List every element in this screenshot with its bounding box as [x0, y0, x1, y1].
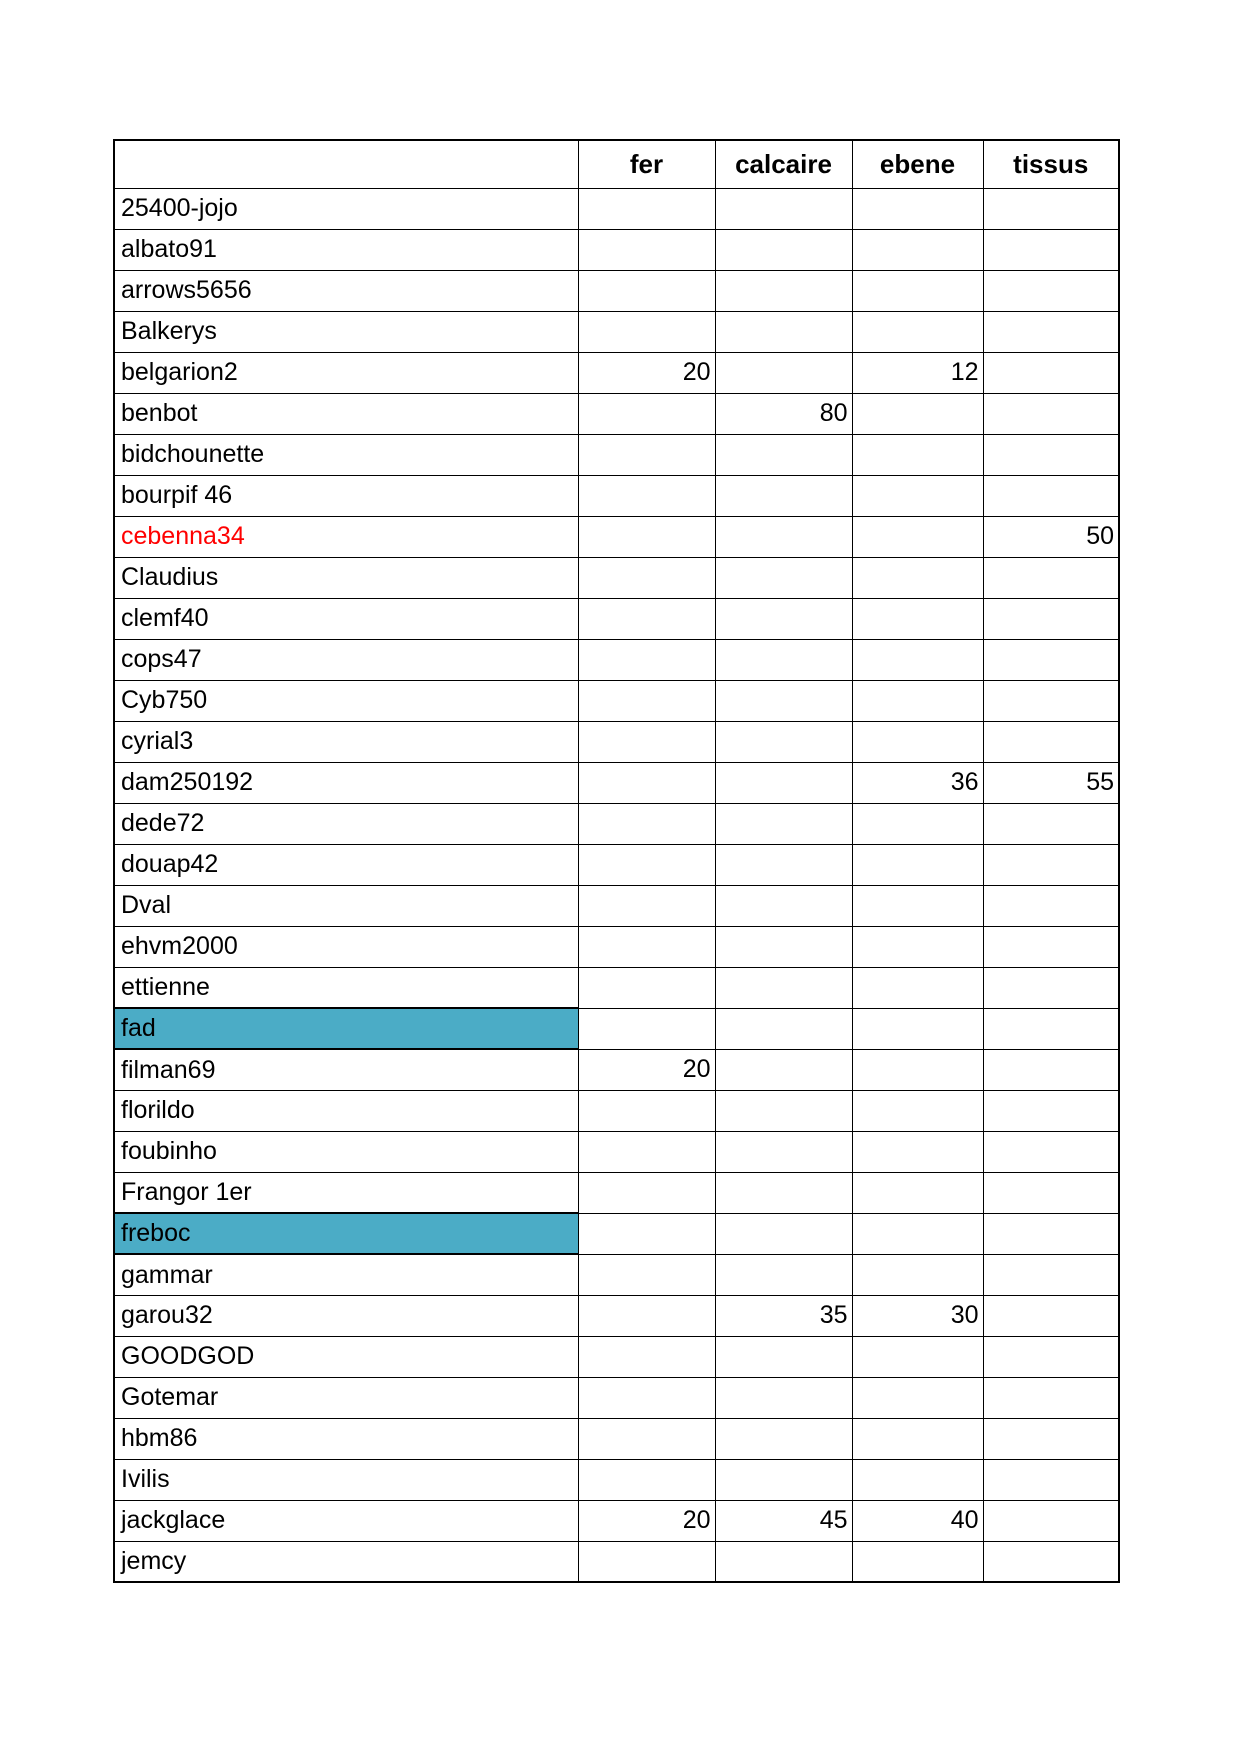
cell-player-name[interactable]: Claudius	[114, 557, 578, 598]
table-row	[114, 1172, 1119, 1213]
cell-fer[interactable]	[578, 229, 715, 270]
cell-player-name[interactable]: cebenna34	[114, 516, 578, 557]
cell-fer[interactable]	[578, 1295, 715, 1336]
table-row	[114, 926, 1119, 967]
table-row	[114, 1254, 1119, 1295]
cell-tissus[interactable]	[983, 680, 1119, 721]
cell-tissus[interactable]	[983, 721, 1119, 762]
cell-calcaire[interactable]	[715, 229, 852, 270]
cell-tissus[interactable]: 50	[983, 516, 1119, 557]
cell-ebene[interactable]	[852, 721, 983, 762]
cell-player-name[interactable]: jackglace	[114, 1500, 578, 1541]
cell-player-name[interactable]: Cyb750	[114, 680, 578, 721]
cell-ebene[interactable]	[852, 229, 983, 270]
cell-tissus[interactable]	[983, 475, 1119, 516]
cell-fer[interactable]	[578, 680, 715, 721]
cell-tissus[interactable]	[983, 1008, 1119, 1049]
cell-calcaire[interactable]	[715, 1336, 852, 1377]
cell-tissus[interactable]	[983, 1541, 1119, 1582]
cell-fer[interactable]	[578, 1213, 715, 1254]
cell-ebene[interactable]	[852, 1172, 983, 1213]
cell-tissus[interactable]	[983, 1131, 1119, 1172]
cell-fer[interactable]	[578, 1418, 715, 1459]
cell-player-name[interactable]: douap42	[114, 844, 578, 885]
table-row	[114, 311, 1119, 352]
cell-ebene[interactable]	[852, 1459, 983, 1500]
cell-tissus[interactable]	[983, 1377, 1119, 1418]
table-row	[114, 1541, 1119, 1582]
cell-tissus[interactable]	[983, 1213, 1119, 1254]
cell-calcaire[interactable]	[715, 967, 852, 1008]
cell-ebene[interactable]	[852, 680, 983, 721]
column-header-tissus: tissus	[983, 140, 1119, 188]
cell-ebene[interactable]	[852, 967, 983, 1008]
cell-player-name[interactable]: cops47	[114, 639, 578, 680]
table-row	[114, 270, 1119, 311]
cell-calcaire[interactable]	[715, 1090, 852, 1131]
table-row	[114, 557, 1119, 598]
table-row	[114, 1131, 1119, 1172]
cell-ebene[interactable]	[852, 885, 983, 926]
cell-calcaire[interactable]	[715, 1459, 852, 1500]
cell-tissus[interactable]	[983, 393, 1119, 434]
cell-calcaire[interactable]	[715, 557, 852, 598]
cell-calcaire[interactable]	[715, 475, 852, 516]
cell-ebene[interactable]	[852, 434, 983, 475]
table-row	[114, 680, 1119, 721]
cell-calcaire[interactable]	[715, 762, 852, 803]
cell-calcaire[interactable]	[715, 926, 852, 967]
cell-tissus[interactable]	[983, 967, 1119, 1008]
cell-tissus[interactable]	[983, 926, 1119, 967]
cell-ebene[interactable]	[852, 598, 983, 639]
cell-tissus[interactable]	[983, 1459, 1119, 1500]
cell-fer[interactable]	[578, 598, 715, 639]
table-row	[114, 803, 1119, 844]
table-row	[114, 1008, 1119, 1049]
table-row	[114, 1500, 1119, 1541]
cell-tissus[interactable]	[983, 844, 1119, 885]
table-row	[114, 1336, 1119, 1377]
cell-player-name[interactable]: cyrial3	[114, 721, 578, 762]
cell-ebene[interactable]	[852, 1418, 983, 1459]
cell-tissus[interactable]	[983, 434, 1119, 475]
cell-fer[interactable]	[578, 557, 715, 598]
cell-calcaire[interactable]	[715, 639, 852, 680]
cell-calcaire[interactable]	[715, 803, 852, 844]
cell-fer[interactable]	[578, 1377, 715, 1418]
cell-player-name[interactable]: 25400-jojo	[114, 188, 578, 229]
resources-table	[113, 139, 1120, 1583]
cell-calcaire[interactable]	[715, 1008, 852, 1049]
cell-fer[interactable]	[578, 434, 715, 475]
cell-player-name[interactable]: gammar	[114, 1254, 578, 1295]
cell-player-name[interactable]: garou32	[114, 1295, 578, 1336]
column-header-calcaire: calcaire	[715, 140, 852, 188]
cell-tissus[interactable]	[983, 1295, 1119, 1336]
cell-calcaire[interactable]	[715, 270, 852, 311]
column-header-fer: fer	[578, 140, 715, 188]
table-row	[114, 188, 1119, 229]
cell-fer[interactable]	[578, 188, 715, 229]
cell-player-name[interactable]: dede72	[114, 803, 578, 844]
cell-fer[interactable]	[578, 885, 715, 926]
cell-calcaire[interactable]	[715, 598, 852, 639]
cell-ebene[interactable]	[852, 926, 983, 967]
cell-player-name[interactable]: fad	[114, 1008, 578, 1049]
cell-ebene[interactable]	[852, 1213, 983, 1254]
cell-ebene[interactable]	[852, 516, 983, 557]
cell-ebene[interactable]	[852, 1008, 983, 1049]
cell-player-name[interactable]: arrows5656	[114, 270, 578, 311]
cell-ebene[interactable]	[852, 844, 983, 885]
cell-player-name[interactable]: GOODGOD	[114, 1336, 578, 1377]
cell-calcaire[interactable]	[715, 1418, 852, 1459]
cell-player-name[interactable]: clemf40	[114, 598, 578, 639]
cell-ebene[interactable]	[852, 475, 983, 516]
cell-calcaire[interactable]	[715, 885, 852, 926]
cell-calcaire[interactable]	[715, 1213, 852, 1254]
cell-calcaire[interactable]	[715, 1254, 852, 1295]
cell-ebene[interactable]: 40	[852, 1500, 983, 1541]
table-row	[114, 1049, 1119, 1090]
cell-player-name[interactable]: filman69	[114, 1049, 578, 1090]
cell-ebene[interactable]	[852, 1541, 983, 1582]
cell-ebene[interactable]	[852, 311, 983, 352]
table-row	[114, 516, 1119, 557]
table-row	[114, 1459, 1119, 1500]
table-row	[114, 1295, 1119, 1336]
cell-calcaire[interactable]	[715, 434, 852, 475]
cell-ebene[interactable]	[852, 270, 983, 311]
cell-tissus[interactable]	[983, 1500, 1119, 1541]
cell-tissus[interactable]	[983, 1254, 1119, 1295]
cell-ebene[interactable]	[852, 393, 983, 434]
table-header-row	[114, 140, 1119, 188]
cell-player-name[interactable]: bidchounette	[114, 434, 578, 475]
cell-player-name[interactable]: dam250192	[114, 762, 578, 803]
table-row	[114, 1213, 1119, 1254]
cell-player-name[interactable]: belgarion2	[114, 352, 578, 393]
table-row	[114, 352, 1119, 393]
cell-fer[interactable]	[578, 639, 715, 680]
table-row	[114, 762, 1119, 803]
cell-fer[interactable]: 20	[578, 352, 715, 393]
cell-calcaire[interactable]	[715, 516, 852, 557]
cell-player-name[interactable]: Ivilis	[114, 1459, 578, 1500]
cell-ebene[interactable]	[852, 1049, 983, 1090]
cell-tissus[interactable]	[983, 270, 1119, 311]
cell-fer[interactable]: 20	[578, 1049, 715, 1090]
cell-ebene[interactable]	[852, 1336, 983, 1377]
cell-player-name[interactable]: freboc	[114, 1213, 578, 1254]
cell-fer[interactable]	[578, 311, 715, 352]
cell-tissus[interactable]	[983, 1049, 1119, 1090]
cell-tissus[interactable]: 55	[983, 762, 1119, 803]
cell-tissus[interactable]	[983, 352, 1119, 393]
table-body	[114, 188, 1119, 1582]
table-row	[114, 475, 1119, 516]
cell-fer[interactable]	[578, 1131, 715, 1172]
cell-ebene[interactable]: 30	[852, 1295, 983, 1336]
cell-calcaire[interactable]	[715, 311, 852, 352]
cell-fer[interactable]	[578, 762, 715, 803]
table-header	[114, 140, 1119, 188]
cell-tissus[interactable]	[983, 598, 1119, 639]
cell-fer[interactable]: 20	[578, 1500, 715, 1541]
cell-player-name[interactable]: Balkerys	[114, 311, 578, 352]
cell-player-name[interactable]: bourpif 46	[114, 475, 578, 516]
cell-ebene[interactable]: 36	[852, 762, 983, 803]
cell-fer[interactable]	[578, 844, 715, 885]
cell-calcaire[interactable]	[715, 352, 852, 393]
table-row	[114, 598, 1119, 639]
cell-tissus[interactable]	[983, 803, 1119, 844]
table-row	[114, 885, 1119, 926]
cell-player-name[interactable]: ehvm2000	[114, 926, 578, 967]
cell-calcaire[interactable]: 80	[715, 393, 852, 434]
cell-fer[interactable]	[578, 1172, 715, 1213]
cell-fer[interactable]	[578, 516, 715, 557]
table-row	[114, 1418, 1119, 1459]
table-row	[114, 844, 1119, 885]
cell-player-name[interactable]: benbot	[114, 393, 578, 434]
cell-fer[interactable]	[578, 1541, 715, 1582]
table-row	[114, 1090, 1119, 1131]
cell-player-name[interactable]: ettienne	[114, 967, 578, 1008]
cell-fer[interactable]	[578, 270, 715, 311]
cell-ebene[interactable]	[852, 639, 983, 680]
cell-calcaire[interactable]	[715, 721, 852, 762]
cell-tissus[interactable]	[983, 557, 1119, 598]
cell-calcaire[interactable]	[715, 844, 852, 885]
cell-player-name[interactable]: foubinho	[114, 1131, 578, 1172]
column-header-name	[114, 140, 578, 188]
cell-tissus[interactable]	[983, 1090, 1119, 1131]
cell-ebene[interactable]	[852, 1090, 983, 1131]
cell-tissus[interactable]	[983, 1172, 1119, 1213]
cell-calcaire[interactable]	[715, 1131, 852, 1172]
cell-player-name[interactable]: albato91	[114, 229, 578, 270]
cell-fer[interactable]	[578, 475, 715, 516]
cell-fer[interactable]	[578, 1254, 715, 1295]
cell-fer[interactable]	[578, 1090, 715, 1131]
cell-calcaire[interactable]	[715, 1172, 852, 1213]
cell-calcaire[interactable]	[715, 1049, 852, 1090]
cell-tissus[interactable]	[983, 639, 1119, 680]
cell-calcaire[interactable]	[715, 1541, 852, 1582]
cell-calcaire[interactable]: 45	[715, 1500, 852, 1541]
cell-player-name[interactable]: Dval	[114, 885, 578, 926]
cell-player-name[interactable]: Gotemar	[114, 1377, 578, 1418]
cell-fer[interactable]	[578, 1336, 715, 1377]
cell-tissus[interactable]	[983, 1336, 1119, 1377]
cell-fer[interactable]	[578, 926, 715, 967]
cell-fer[interactable]	[578, 721, 715, 762]
cell-ebene[interactable]	[852, 557, 983, 598]
cell-fer[interactable]	[578, 803, 715, 844]
table-row	[114, 393, 1119, 434]
table-row	[114, 229, 1119, 270]
cell-ebene[interactable]	[852, 1377, 983, 1418]
cell-ebene[interactable]	[852, 1254, 983, 1295]
cell-tissus[interactable]	[983, 1418, 1119, 1459]
cell-calcaire[interactable]	[715, 1377, 852, 1418]
table-row	[114, 1377, 1119, 1418]
cell-player-name[interactable]: florildo	[114, 1090, 578, 1131]
cell-fer[interactable]	[578, 967, 715, 1008]
cell-tissus[interactable]	[983, 188, 1119, 229]
cell-calcaire[interactable]	[715, 188, 852, 229]
cell-player-name[interactable]: Frangor 1er	[114, 1172, 578, 1213]
table-row	[114, 434, 1119, 475]
cell-ebene[interactable]	[852, 188, 983, 229]
cell-fer[interactable]	[578, 1008, 715, 1049]
cell-player-name[interactable]: jemcy	[114, 1541, 578, 1582]
column-header-ebene: ebene	[852, 140, 983, 188]
cell-fer[interactable]	[578, 393, 715, 434]
cell-tissus[interactable]	[983, 229, 1119, 270]
cell-fer[interactable]	[578, 1459, 715, 1500]
cell-ebene[interactable]	[852, 803, 983, 844]
cell-tissus[interactable]	[983, 885, 1119, 926]
cell-ebene[interactable]: 12	[852, 352, 983, 393]
cell-calcaire[interactable]	[715, 680, 852, 721]
cell-ebene[interactable]	[852, 1131, 983, 1172]
table-row	[114, 967, 1119, 1008]
cell-player-name[interactable]: hbm86	[114, 1418, 578, 1459]
table-row	[114, 721, 1119, 762]
cell-calcaire[interactable]: 35	[715, 1295, 852, 1336]
cell-tissus[interactable]	[983, 311, 1119, 352]
table-row	[114, 639, 1119, 680]
